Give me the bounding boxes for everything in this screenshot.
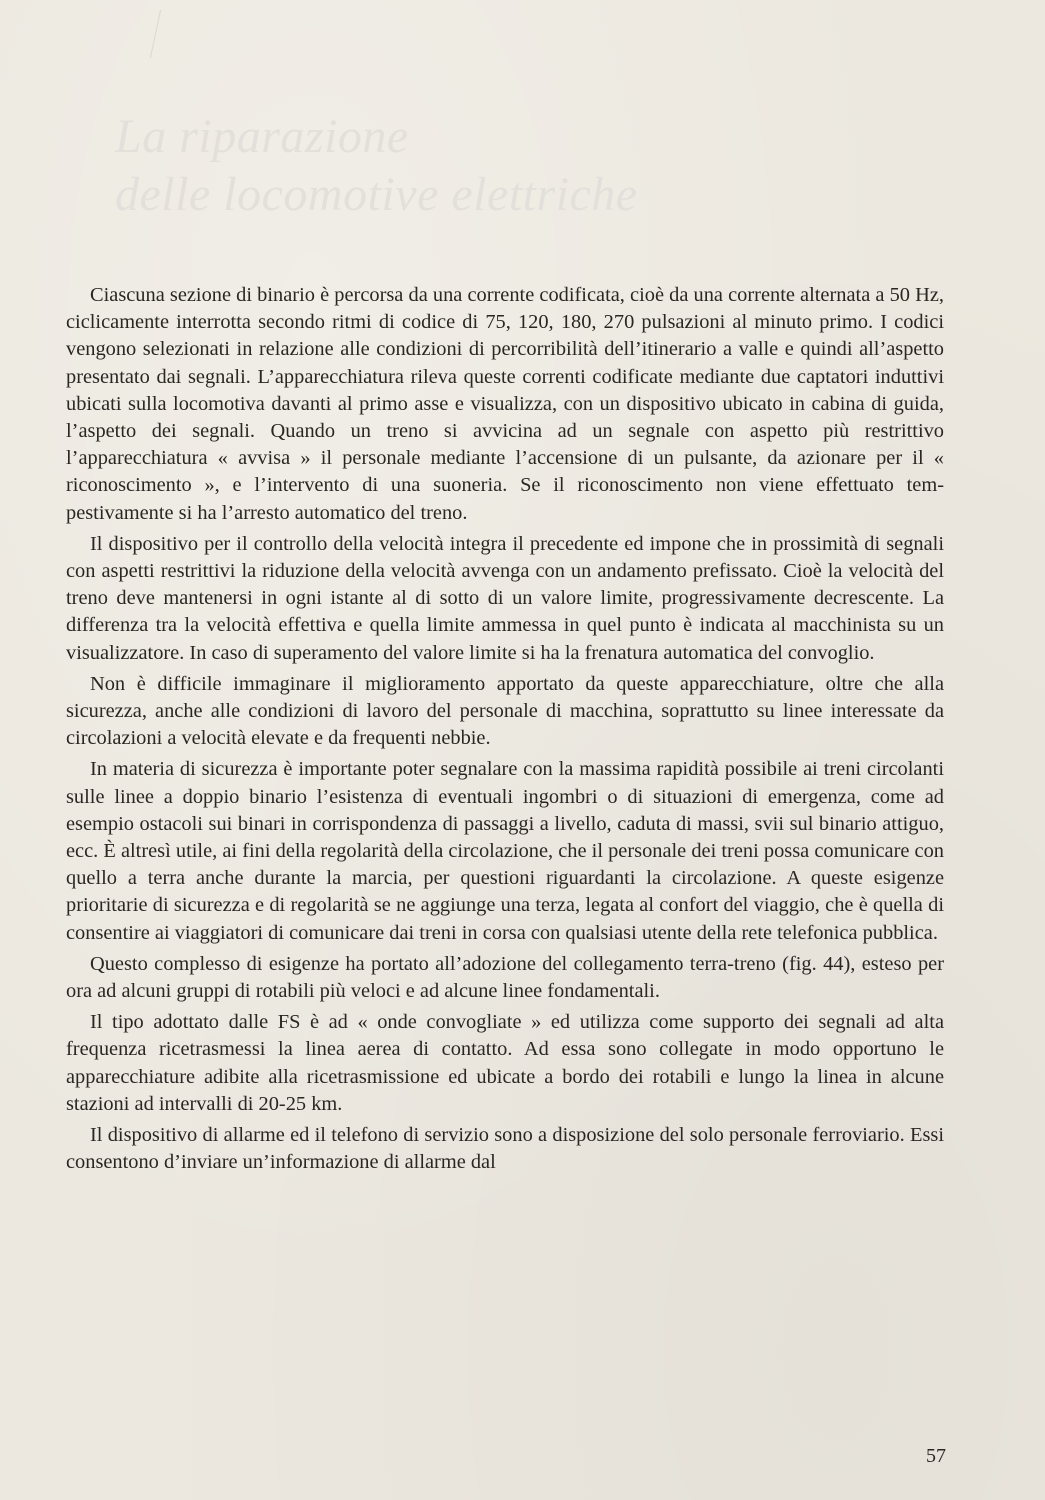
paragraph-2: Il dispositivo per il controllo della velocità integra il precedente ed impone che in prossimità di segnali con aspetti restrittivi la riduzione della velocità avvenga con un andamento prefissato. Cioè la velocità del treno deve mantenersi in ogni istante al di sotto di un valore limite, progressivamente decrescente. La differenza tra la velocità effettiva e quella limite ammessa in quel punto è indicata al macchinista su un visualizzatore. In caso di superamento del valore limite si ha la frenatura automatica del convoglio. [66, 532, 944, 664]
bleed-through-title [115, 108, 935, 224]
bleed-through-mark [150, 10, 181, 58]
page-number: 57 [926, 1445, 946, 1467]
paragraph-4: In materia di sicurezza è importante poter segnalare con la massima rapidità possibile ai treni circolanti sulle linee a doppio binario l’esistenza di eventuali ingombri o di situazioni di emergenza, come ad esempio ostacoli sui binari in corrispondenza di passaggi a livello, caduta di massi, svii sul binario attiguo, ecc. È altresì utile, ai fini della regolarità della circolazione, che il personale dei treni possa comunicare con quello a terra anche durante la marcia, per questioni riguardanti la circolazione. A queste esigenze prioritarie di sicurezza e di regolarità se ne aggiunge una terza, legata al confort del viaggio, che è quella di consentire ai viaggiatori di comunicare dai treni in corsa con qualsiasi utente della rete telefonica pubblica. [66, 758, 944, 944]
paragraph-7: Il dispositivo di allarme ed il telefono di servizio sono a disposizione del solo personale ferroviario. Essi consentono d’inviare un’informazione di allarme dal [66, 1124, 944, 1174]
paragraph-5: Questo complesso di esigenze ha portato all’adozione del collegamento terra-treno (fig. 44), esteso per ora ad alcuni gruppi di rotabili più veloci e ad alcune linee fondamentali. [66, 952, 944, 1003]
bleed-through-title-line-2: delle locomotive elettriche [115, 168, 638, 221]
paragraph-6: Il tipo adottato dalle FS è ad « onde convogliate » ed utilizza come supporto dei segnali ad alta frequenza ricetrasmessi la linea aerea di contatto. Ad essa sono collegate in modo opportuno le apparecchiature adibite alla ricetrasmissione ed ubicate a bordo dei rotabili e lungo la linea in alcune stazioni ad intervalli di 20-25 km. [66, 1011, 944, 1115]
paragraph-1: Ciascuna sezione di binario è percorsa da una corrente codificata, cioè da una corrente alternata a 50 Hz, ciclicamente interrotta secondo ritmi di codice di 75, 120, 180, 270 pulsazioni al minuto primo. I codici vengono selezionati in relazione alle condizioni di percorribilità dell’itinerario a valle e quindi all’aspetto presentato dai segnali. L’apparecchiatura rileva queste correnti codificate mediante due captatori induttivi ubicati sulla locomotiva davanti al primo asse e visualizza, con un dispositivo ubicato in cabina di guida, l’aspetto dei segnali. Quando un treno si avvicina ad un segnale con aspetto più restrittivo l’apparecchiatura « avvisa » il personale mediante l’accensione di un pulsante, da azionare per il « riconoscimento », e l’intervento di una suoneria. Se il riconoscimento non viene effettuato tempestivamente si ha l’arresto automatico del treno. [66, 284, 944, 524]
body-text [66, 282, 944, 1181]
paragraph-3: Non è difficile immaginare il miglioramento apportato da queste apparecchiature, oltre che alla sicurezza, anche alle condizioni di lavoro del personale di macchina, soprattutto su linee interessate da circolazioni a velocità elevate e da frequenti nebbie. [66, 672, 944, 750]
bleed-through-title-line-1: La riparazione [115, 110, 409, 163]
